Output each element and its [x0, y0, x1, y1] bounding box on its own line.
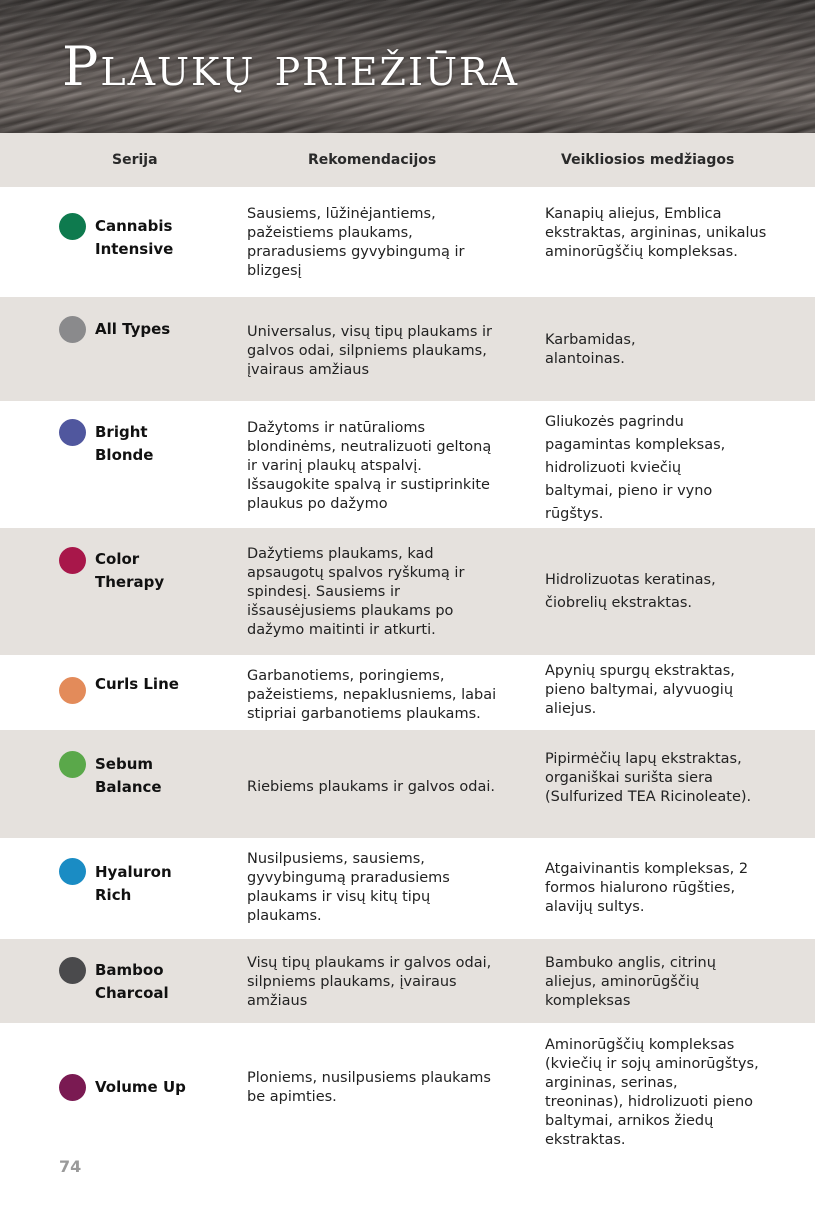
header-series: Serija: [112, 152, 158, 168]
table-row: [0, 401, 815, 528]
recommendation-text: Ploniems, nusilpusiems plaukams be apimties.: [247, 1070, 491, 1105]
active-ingredients-text: Gliukozės pagrindu pagamintas kompleksas, hidrolizuoti kviečių baltymai, pieno ir vyno rūgštys.: [545, 414, 726, 522]
series-name: Curls Line: [95, 675, 179, 693]
header-active-ingredients: Veikliosios medžiagos: [561, 152, 735, 168]
table-row: [0, 1023, 815, 1147]
header-recommendations: Rekomendacijos: [308, 152, 437, 168]
table-row: [0, 838, 815, 939]
recommendation-text: Dažytoms ir natūralioms blondinėms, neutralizuoti geltoną ir varinį plaukų atspalvį. Išsaugokite spalvą ir sustiprinkite plaukus po dažymo: [247, 420, 492, 512]
table-row: [0, 655, 815, 730]
table-row: [0, 528, 815, 655]
active-ingredients-text: Apynių spurgų ekstraktas, pieno baltymai, alyvuogių aliejus.: [545, 663, 735, 717]
table-row: [0, 297, 815, 401]
series-name: Volume Up: [95, 1078, 186, 1096]
series-name: All Types: [95, 320, 171, 338]
series-color-dot: [59, 213, 86, 240]
series-color-dot: [59, 677, 86, 704]
active-ingredients-text: Atgaivinantis kompleksas, 2 formos hialurono rūgšties, alavijų sultys.: [545, 861, 749, 915]
recommendation-text: Dažytiems plaukams, kad apsaugotų spalvos ryškumą ir spindesį. Sausiems ir išsausėjusiems plaukams po dažymo maitinti ir atkurti.: [247, 546, 465, 638]
active-ingredients-text: Pipirmėčių lapų ekstraktas, organiškai surišta siera (Sulfurized TEA Ricinoleate).: [545, 751, 752, 805]
series-name: Color Therapy: [95, 550, 165, 591]
table-row: [0, 187, 815, 297]
header-banner: [0, 0, 815, 133]
page-title: Plaukų priežiūra: [62, 35, 520, 98]
series-name: Bright Blonde: [95, 423, 154, 464]
active-ingredients-text: Karbamidas, alantoinas.: [545, 332, 636, 367]
recommendation-text: Nusilpusiems, sausiems, gyvybingumą praradusiems plaukams ir visų kitų tipų plaukams.: [247, 851, 450, 924]
series-color-dot: [59, 419, 86, 446]
table-header: [0, 133, 815, 187]
series-color-dot: [59, 316, 86, 343]
recommendation-text: Garbanotiems, poringiems, pažeistiems, nepaklusniems, labai stipriai garbanotiems plaukams.: [247, 668, 497, 722]
active-ingredients-text: Bambuko anglis, citrinų aliejus, aminorūgščių kompleksas: [545, 955, 716, 1009]
series-name: Sebum Balance: [95, 755, 162, 796]
active-ingredients-text: Hidrolizuotas keratinas, čiobrelių ekstraktas.: [545, 572, 716, 611]
series-color-dot: [59, 1074, 86, 1101]
recommendation-text: Universalus, visų tipų plaukams ir galvos odai, silpniems plaukams, įvairaus amžiaus: [247, 324, 493, 378]
table-row: [0, 730, 815, 838]
table-row: [0, 939, 815, 1023]
series-color-dot: [59, 751, 86, 778]
series-color-dot: [59, 547, 86, 574]
recommendation-text: Sausiems, lūžinėjantiems, pažeistiems plaukams, praradusiems gyvybingumą ir blizgesį: [247, 206, 465, 279]
recommendation-text: Visų tipų plaukams ir galvos odai, silpniems plaukams, įvairaus amžiaus: [247, 955, 492, 1009]
series-name: Cannabis Intensive: [95, 217, 174, 258]
active-ingredients-text: Kanapių aliejus, Emblica ekstraktas, argininas, unikalus aminorūgščių kompleksas.: [545, 206, 767, 260]
recommendation-text: Riebiems plaukams ir galvos odai.: [247, 779, 496, 795]
series-name: Hyaluron Rich: [95, 863, 172, 904]
series-color-dot: [59, 858, 86, 885]
series-name: Bamboo Charcoal: [95, 961, 169, 1002]
active-ingredients-text: Aminorūgščių kompleksas (kviečių ir sojų aminorūgštys, argininas, serinas, treoninas), hidrolizuoti pieno baltymai, arnikos žiedų ekstraktas.: [545, 1037, 759, 1148]
series-color-dot: [59, 957, 86, 984]
page-number: 74: [59, 1157, 82, 1176]
